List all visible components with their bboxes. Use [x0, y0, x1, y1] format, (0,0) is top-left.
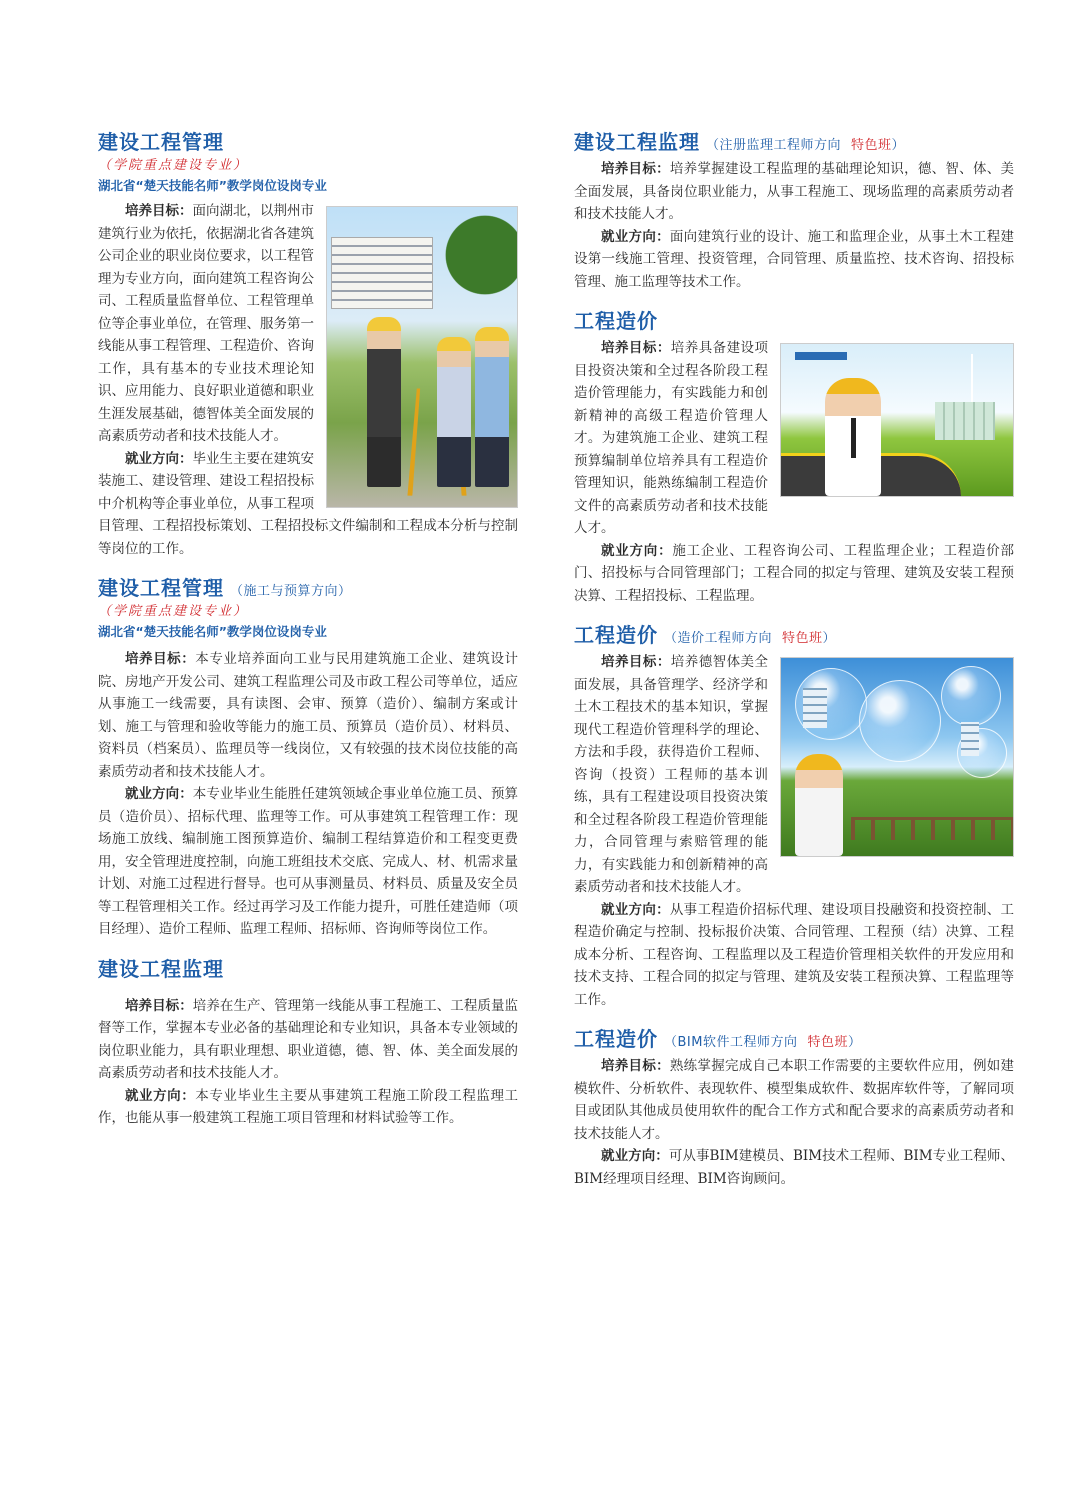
goal-paragraph: 培养目标：培养在生产、管理第一线能从事工程施工、工程质量监督等工作，掌握本专业必备的基础理论和专业知识，具备本专业领域的岗位职业能力，具有职业理想、职业道德，德、智、体、美全面发展的高素质劳动者和技术技能人才。: [98, 997, 519, 1081]
right-column: [574, 130, 1014, 1206]
section-construction-supervision: [98, 957, 518, 1130]
job-paragraph: 就业方向：本专业毕业生能胜任建筑领域企事业单位施工员、预算员（造价员）、招标代理、监理等工作。可从事建筑工程管理工作：现场施工放线、编制施工图预算造价、编制工程结算造价和工程变更费用，安全管理进度控制，向施工班组技术交底、完成人、材、机需求量计划、对施工过程进行督导。也可从事测量员、材料员、质量及安全员等工程管理相关工作。经过再学习及工作能力提升，可胜任建造师（项目经理）、造价工程师、监理工程师、招标师、咨询师等岗位工作。: [98, 786, 519, 937]
job-paragraph: 就业方向：毕业生主要在建筑安装施工、建设管理、建设工程招投标中介机构等企事业单位，从事工程项目管理、工程招投标策划、工程招投标文件编制和工程成本分析与控制等岗位的工作。: [98, 450, 518, 557]
section-title: 建设工程管理 （施工与预算方向）: [98, 576, 352, 600]
goal-paragraph: 培养目标：熟练掌握完成自己本职工作需要的主要软件应用，例如建模软件、分析软件、表现软件、模型集成软件、数据库软件等，了解同项目或团队其他成员使用软件的配合工作方式和配合要求的高素质劳动者和技术技能人才。: [574, 1058, 1015, 1142]
section-construction-management: [98, 130, 518, 560]
job-paragraph: 就业方向：施工企业、工程咨询公司、工程监理企业；工程造价部门、招投标与合同管理部门；工程合同的拟定与管理、建筑及安装工程预决算、工程招投标、工程监理。: [574, 542, 1015, 604]
engineer-road-photo: [780, 343, 1014, 497]
section-title: 建设工程管理: [98, 130, 224, 154]
section-cost-bim: [574, 1027, 1014, 1190]
hubei-note: 湖北省“楚天技能名师”教学岗位设岗专业: [98, 178, 327, 193]
bubbles-city-photo: [780, 657, 1014, 857]
job-paragraph: 就业方向：从事工程造价招标代理、建设项目投融资和投资控制、工程造价确定与控制、投标报价决策、合同管理、工程预（结）决算、工程成本分析、工程咨询、工程监理以及工程造价管理相关软件的开发应用和技术支持、工程合同的拟定与管理、建筑及安装工程预决算、工程监理等工作。: [574, 901, 1015, 1008]
goal-paragraph: 培养目标：本专业培养面向工业与民用建筑施工企业、建筑设计院、房地产开发公司、建筑工程监理公司及市政工程公司等单位，适应从事施工一线需要，具有读图、会审、预算（造价）、编制方案或计划、施工与管理和验收等能力的施工员、预算员（造价员）、材料员、资料员（档案员）、监理员等一线岗位，又有较强的技术岗位技能的高素质劳动者和技术技能人才。: [98, 651, 519, 780]
left-column: [98, 130, 518, 1146]
section-title: 工程造价: [574, 309, 658, 333]
section-title: 建设工程监理: [98, 956, 224, 981]
section-construction-budget: [98, 576, 518, 941]
key-major-note: （学院重点建设专业）: [98, 604, 249, 619]
job-paragraph: 就业方向：本专业毕业生主要从事建筑工程施工阶段工程监理工作，也能从事一般建筑工程施工项目管理和材料试验等工作。: [98, 1087, 519, 1126]
section-cost: [574, 309, 1014, 607]
section-cost-engineer: [574, 623, 1014, 1011]
goal-paragraph: 培养目标：培养德智体美全面发展，具备管理学、经济学和土木工程技术的基本知识，掌握现代工程造价管理科学的理论、方法和手段，获得造价工程师、咨询（投资）工程师的基本训练，具有工程建设项目投资决策和全过程各阶段工程造价管理能力，合同管理与索赔管理的能力，有实践能力和创新精神的高素质劳动者和技术技能人才。: [574, 654, 769, 895]
section-title: 建设工程监理 （注册监理工程师方向 特色班）: [574, 130, 906, 154]
goal-paragraph: 培养目标：培养掌握建设工程监理的基础理论知识，德、智、体、美全面发展，具备岗位职业能力，从事工程施工、现场监理的高素质劳动者和技术技能人才。: [574, 161, 1015, 222]
section-title: 工程造价 （造价工程师方向 特色班）: [574, 623, 837, 647]
key-major-note: （学院重点建设专业）: [98, 158, 249, 173]
site-survey-photo: [326, 206, 518, 508]
job-paragraph: 就业方向：可从事BIM建模员、BIM技术工程师、BIM专业工程师、BIM经理项目经理、BIM咨询顾问。: [574, 1148, 1014, 1187]
hubei-note: 湖北省“楚天技能名师”教学岗位设岗专业: [98, 624, 327, 639]
section-supervision-registered: [574, 130, 1014, 293]
job-paragraph: 就业方向：面向建筑行业的设计、施工和监理企业，从事土木工程建设第一线施工管理、投资管理，合同管理、质量监控、技术咨询、招投标管理、施工监理等技术工作。: [574, 228, 1015, 290]
goal-paragraph: 培养目标：培养具备建设项目投资决策和全过程各阶段工程造价管理能力，有实践能力和创新精神的高级工程造价管理人才。为建筑施工企业、建筑工程预算编制单位培养具有工程造价管理知识，能熟练编制工程造价文件的高素质劳动者和技术技能人才。: [574, 340, 769, 536]
goal-paragraph: 培养目标：面向湖北，以荆州市建筑行业为依托，依据湖北省各建筑公司企业的职业岗位要求，以工程管理为专业方向，面向建筑工程咨询公司、工程质量监督单位、工程管理单位等企事业单位，在管理、服务第一线能从事工程管理、工程造价、咨询工作，具有基本的专业技术理论知识、应用能力、良好职业道德和职业生涯发展基础，德智体美全面发展的高素质劳动者和技术技能人才。: [98, 203, 314, 444]
section-title: 工程造价 （BIM软件工程师方向 特色班）: [574, 1027, 862, 1051]
